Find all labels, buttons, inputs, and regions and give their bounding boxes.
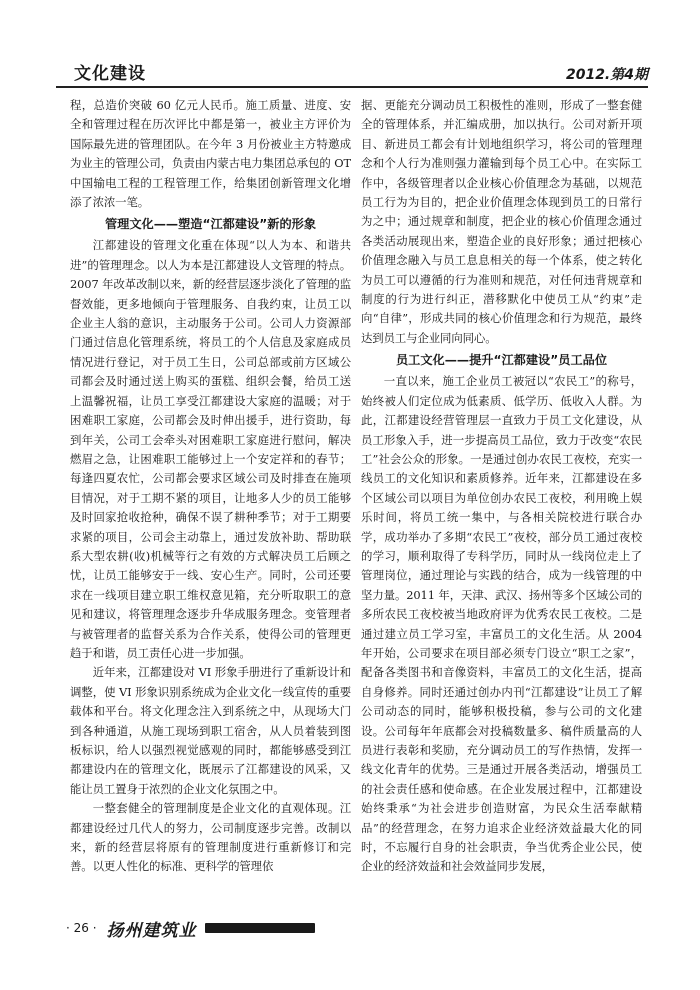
paragraph: 程，总造价突破 60 亿元人民币。施工质量、进度、安全和管理过程在历次评比中都是第一，被业主方评价为国际最先进的管理团队。在今年 3 月份被业主方特邀成为业主的管理公司，负责由内蒙古电力集团总承包的 OT 中国输电工程的工程管理工作，给集团创新管理文化增添了浓浓一笔。 xyxy=(70,98,351,210)
paragraph: 近年来，江都建设对 VI 形象手册进行了重新设计和调整，使 VI 形象识别系统成为企业文化一线宣传的重要载体和平台。将文化理念注入到系统之中，从现场大门到各种通道，从施工现场到职工宿舍，从人员着装到图板标识，给人以强烈视觉感观的同时，都能够感受到江都建设内在的管理文化，既展示了江都建设的风采，又能让员工置身于浓烈的企业文化氛围之中。 xyxy=(70,665,351,796)
footer-bar-decoration xyxy=(205,923,315,933)
page-number: · 26 · xyxy=(66,921,97,935)
paragraph: 一直以来，施工企业员工被冠以“农民工”的称号，始终被人们定位成为低素质、低学历、低收入人群。为此，江都建设经营管理层一直致力于员工文化建设，从员工形象入手，进一步提高员工品位，致力于改变“农民工”社会公众的形象。一是通过创办农民工夜校，充实一线员工的文化知识和素质修养。近年来，江都建设在多个区域公司以项目为单位创办农民工夜校，利用晚上娱乐时间，将员工统一集中，与各相关院校进行联合办学，成功举办了多期“农民工”夜校，部分员工通过夜校的学习，顺利取得了专科学历，同时从一线岗位走上了管理岗位，通过理论与实践的结合，成为一线管理的中坚力量。2011 年，天津、武汉、扬州等多个区域公司的多所农民工夜校被当地政府评为优秀农民工夜校。二是通过建立员工学习室，丰富员工的文化生活。从 2004 年开始，公司要求在项目部必须专门设立“职工之家”，配备各类图书和音像资料，丰富员工的文化生活，提高自身修养。同时还通过创办内刊“江都建设”让员工了解公司动态的同时，能够积极投稿，参与公司的文化建设。公司每年年底都会对投稿数量多、稿件质量高的人员进行表彰和奖励，充分调动员工的写作热情，发挥一线文化青年的优势。三是通过开展各类活动，增强员工的社会责任感和使命感。在企业发展过程中，江都建设始终秉承“为社会进步创造财富，为民众生活奉献精品”的经营理念，在努力追求企业经济效益最大化的同时，不忘履行自身的社会职责，争当优秀企业公民，使企业的经济效益和社会效益同步发展， xyxy=(361,374,642,874)
page-header xyxy=(56,56,648,88)
paragraph: 江都建设的管理文化重在体现“以人为本、和谐共进”的管理理念。以人为本是江都建设人文管理的特点。2007 年改革改制以来，新的经营层逐步淡化了管理的监督效能，更多地倾向于管理服务、自我约束，让员工以企业主人翁的意识，主动服务于公司。公司人力资源部门通过信息化管理系统，将员工的个人信息及家庭成员情况进行登记，对于员工生日，公司总部或前方区域公司都会及时通过送上购买的蛋糕、组织会餐，给员工送上温馨祝福，让员工享受江都建设大家庭的温暖；对于困难职工家庭，公司都会及时伸出援手，进行资助，每到年关，公司工会牵头对困难职工家庭进行慰问，解决燃眉之急，让困难职工能够过上一个安定祥和的春节；每逢四夏农忙，公司都会要求区域公司及时排查在施项目情况，对于工期不紧的项目，让地多人少的员工能够及时回家抢收抢种，确保不误了耕种季节；对于工期要求紧的项目，公司会主动靠上，通过发放补助、帮助联系大型农耕(收)机械等行之有效的方式解决员工后顾之忧，让员工能够安于一线、安心生产。同时，公司还要求在一线项目建立职工维权意见箱，充分听取职工的意见和建议，将管理理念逐步升华成服务理念。变管理者与被管理者的监督关系为合作关系，使得公司的管理更趋于和谐，员工责任心进一步加强。 xyxy=(70,238,351,660)
right-column xyxy=(361,96,642,886)
issue-number: 2012.第4期 xyxy=(565,67,648,83)
page-footer xyxy=(56,915,648,941)
section-title: 文化建设 xyxy=(74,64,146,84)
article-body xyxy=(70,96,642,886)
paragraph: 一整套健全的管理制度是企业文化的直观体现。江都建设经过几代人的努力，公司制度逐步完善。改制以来，新的经营层将原有的管理制度进行重新修订和完善。以更人性化的标准、更科学的管理依 xyxy=(70,801,351,874)
section-heading: 员工文化——提升“江都建设”员工品位 xyxy=(395,353,608,368)
magazine-logo: 扬州建筑业 xyxy=(106,920,197,941)
paragraph: 据、更能充分调动员工积极性的准则，形成了一整套健全的管理体系，并汇编成册，加以执行。公司对新开项目、新进员工都会有计划地组织学习，将公司的管理理念和个人行为准则强力灌输到每个员工心中。在实际工作中，各级管理者以企业核心价值理念为基础，以规范员工行为为目的，把企业价值理念体现到员工的日常行为之中；通过规章和制度，把企业的核心价值理念通过各类活动展现出来，塑造企业的良好形象；通过把核心价值理念融入与员工息息相关的每一个体系，使之转化为员工可以遵循的行为准则和规范，对任何违背规章和制度的行为进行纠正，潜移默化中使员工从“约束”走向“自律”，形成共同的核心价值理念和行为规范，最终达到员工与企业同向同心。 xyxy=(361,98,642,345)
section-heading: 管理文化——塑造“江都建设”新的形象 xyxy=(104,217,317,232)
left-column xyxy=(70,96,351,886)
